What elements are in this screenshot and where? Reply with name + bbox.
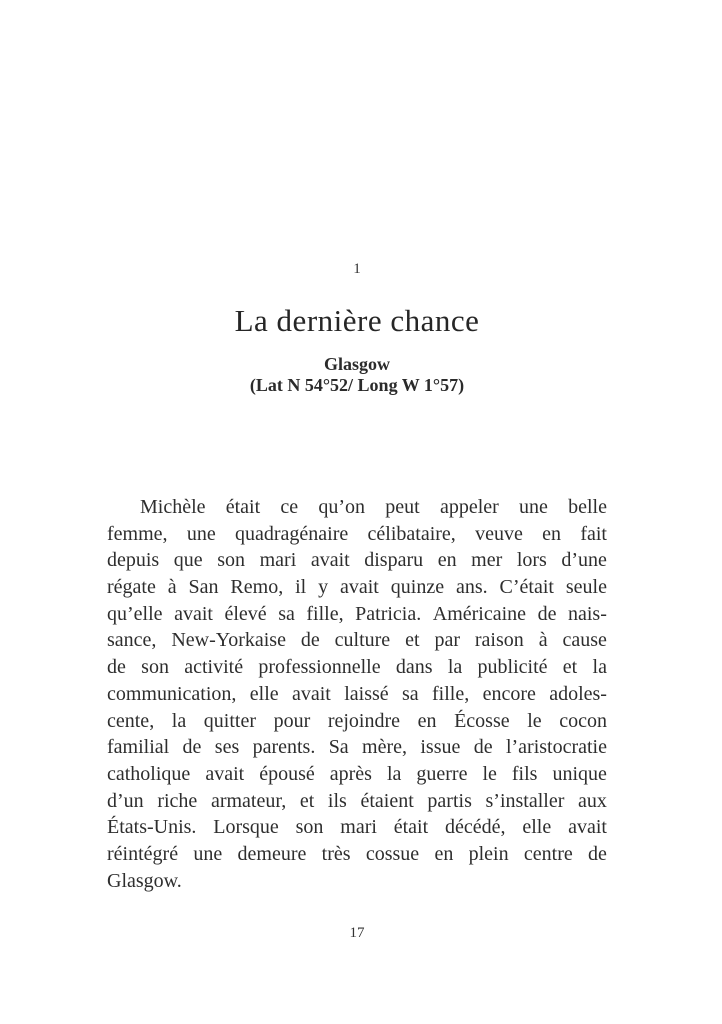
body-text-line: Michèle était ce qu’on peut appeler une belle [140, 496, 607, 518]
body-text-line: cente, la quitter pour rejoindre en Écosse le cocon [107, 709, 607, 732]
chapter-title: La dernière chance [234, 303, 480, 338]
body-text-line: communication, elle avait laissé sa fille, encore adoles- [107, 682, 607, 705]
page-number: 17 [349, 925, 365, 941]
subtitle-coordinates: (Lat N 54°52/ Long W 1°57) [249, 374, 465, 395]
body-text-line: familial de ses parents. Sa mère, issue de l’aristocratie [107, 736, 607, 759]
body-text-line: catholique avait épousé après la guerre le fils unique [107, 762, 607, 785]
body-text-line: de son activité professionnelle dans la publicité et la [107, 656, 607, 679]
body-text-line: d’un riche armateur, et ils étaient partis s’installer aux [107, 789, 607, 812]
body-paragraph [107, 496, 607, 896]
body-text-line: régate à San Remo, il y avait quinze ans. C’était seule [107, 576, 607, 599]
chapter-subtitle [0, 354, 714, 395]
body-text-line: États-Unis. Lorsque son mari était décédé, elle avait [107, 816, 607, 839]
body-text-line: depuis que son mari avait disparu en mer lors d’une [107, 549, 607, 572]
subtitle-location: Glasgow [323, 354, 390, 374]
body-text-line: femme, une quadragénaire célibataire, veuve en fait [107, 522, 607, 545]
body-text-line: qu’elle avait élevé sa fille, Patricia. Américaine de nais- [107, 602, 607, 625]
chapter-number: 1 [353, 261, 361, 277]
body-text-line: sance, New-Yorkaise de culture et par raison à cause [107, 629, 607, 652]
body-text-line: réintégré une demeure très cossue en plein centre de [107, 842, 607, 865]
body-text-line: Glasgow. [107, 869, 182, 892]
